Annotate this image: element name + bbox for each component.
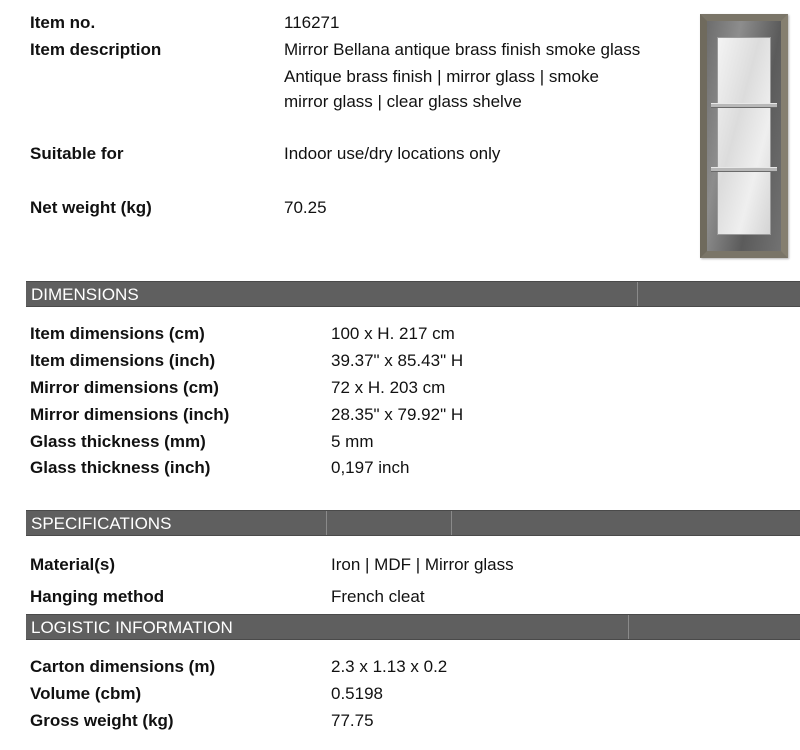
mirror-glass-line bbox=[711, 103, 777, 108]
dimensions-title: DIMENSIONS bbox=[31, 285, 139, 304]
dimension-value: 5 mm bbox=[331, 432, 374, 451]
logistic-title: LOGISTIC INFORMATION bbox=[31, 618, 233, 637]
dimension-label: Mirror dimensions (inch) bbox=[30, 405, 230, 424]
suitable-for-value: Indoor use/dry locations only bbox=[284, 144, 501, 163]
header-divider bbox=[637, 282, 638, 306]
item-description-label: Item description bbox=[30, 40, 162, 59]
dimension-value: 100 x H. 217 cm bbox=[331, 324, 455, 343]
specification-label: Material(s) bbox=[30, 555, 116, 574]
specification-label: Hanging method bbox=[30, 587, 165, 606]
dimension-label: Item dimensions (inch) bbox=[30, 351, 216, 370]
logistic-label: Gross weight (kg) bbox=[30, 711, 174, 730]
dimension-label: Item dimensions (cm) bbox=[30, 324, 205, 343]
dimension-value: 39.37" x 85.43" H bbox=[331, 351, 464, 370]
header-divider bbox=[451, 511, 452, 535]
dimension-value: 28.35" x 79.92" H bbox=[331, 405, 464, 424]
net-weight-label: Net weight (kg) bbox=[30, 198, 152, 217]
dimension-label: Mirror dimensions (cm) bbox=[30, 378, 219, 397]
dimension-label: Glass thickness (mm) bbox=[30, 432, 206, 451]
net-weight-value: 70.25 bbox=[284, 198, 327, 217]
dimension-label: Glass thickness (inch) bbox=[30, 458, 211, 477]
specifications-title: SPECIFICATIONS bbox=[31, 514, 172, 533]
item-description-line: Antique brass finish | mirror glass | smoke bbox=[284, 67, 599, 86]
specification-value: French cleat bbox=[331, 587, 425, 606]
logistic-value: 77.75 bbox=[331, 711, 374, 730]
product-mirror-image bbox=[700, 14, 788, 258]
item-no-label: Item no. bbox=[30, 13, 96, 32]
dimension-value: 72 x H. 203 cm bbox=[331, 378, 446, 397]
logistic-value: 0.5198 bbox=[331, 684, 383, 703]
dimension-value: 0,197 inch bbox=[331, 458, 410, 477]
item-no-value: 116271 bbox=[284, 13, 340, 32]
mirror-glass-panel bbox=[717, 37, 771, 235]
specification-value: Iron | MDF | Mirror glass bbox=[331, 555, 514, 574]
item-description-line: Mirror Bellana antique brass finish smoke glass bbox=[284, 40, 641, 59]
mirror-glass-shelf bbox=[711, 167, 777, 172]
specifications-section-header bbox=[26, 510, 800, 536]
suitable-for-label: Suitable for bbox=[30, 144, 124, 163]
logistic-section-header bbox=[26, 614, 800, 640]
logistic-value: 2.3 x 1.13 x 0.2 bbox=[331, 657, 448, 676]
logistic-label: Volume (cbm) bbox=[30, 684, 142, 703]
header-divider bbox=[628, 615, 629, 639]
dimensions-section-header bbox=[26, 281, 800, 307]
logistic-label: Carton dimensions (m) bbox=[30, 657, 216, 676]
header-divider bbox=[326, 511, 327, 535]
item-description-line: mirror glass | clear glass shelve bbox=[284, 92, 522, 111]
